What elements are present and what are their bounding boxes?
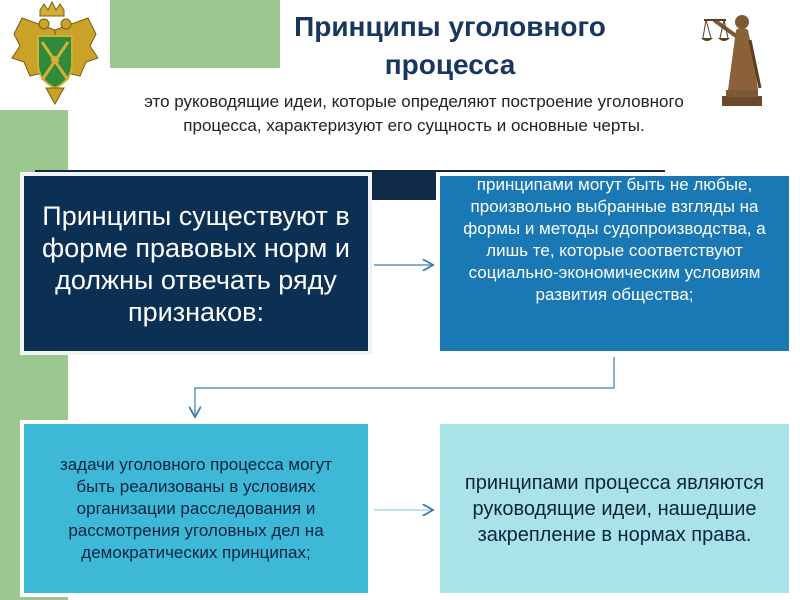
page-subtitle: это руководящие идеи, которые определяют построение уголовного процесса, характеризуют его сущность и основные черты.: [144, 92, 684, 135]
arbitrary-views-box: [436, 172, 793, 355]
emblem-container: [0, 0, 110, 110]
principles-form-box: [20, 172, 372, 355]
guiding-ideas-box: [436, 420, 793, 597]
page-title: Принципы уголовного процесса: [294, 11, 606, 80]
principles-form-text: Принципы существуют в форме правовых норм и должны отвечать ряду признаков:: [42, 200, 350, 327]
democratic-principles-box: [20, 420, 372, 597]
customs-emblem-icon: [0, 0, 110, 110]
democratic-principles-text: задачи уголовного процесса могут быть реализованы в условиях организации расследования и рассмотрения уголовных дел на демократических принципах;: [59, 454, 333, 562]
guiding-ideas-text: принципами процесса являются руководящие идеи, нашедшие закрепление в нормах права.: [464, 471, 765, 546]
lady-justice-icon: [700, 0, 780, 110]
arrow-box2-to-box3: [195, 357, 614, 416]
arbitrary-views-text: принципами могут быть не любые, произвольно выбранные взгляды на формы и методы судопроизводства, а лишь те, которые соответствуют социально-экономическим условиям развития общества;: [463, 175, 766, 304]
